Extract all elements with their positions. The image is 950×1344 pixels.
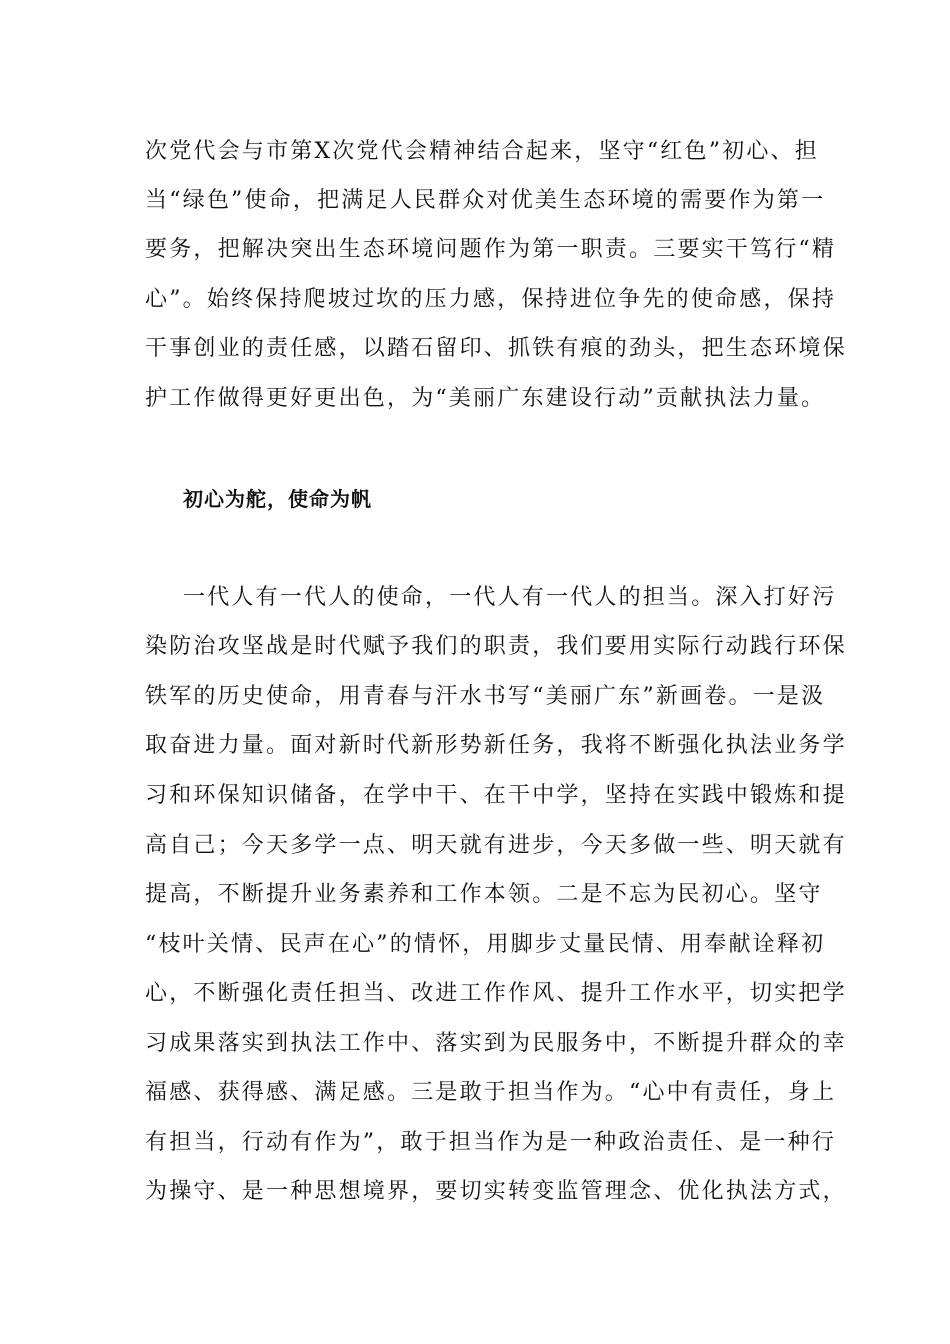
paragraph-line: 习成果落实到执法工作中、落实到为民服务中，不断提升群众的幸 [145,1031,847,1056]
paragraph-line: 要务，把解决突出生态环境问题作为第一职责。三要实干笃行“精 [145,237,837,262]
paragraph-line: 习和环保知识储备，在学中干、在干中学，坚持在实践中锻炼和提 [145,783,847,808]
paragraph-line: 次党代会与市第Ⅹ次党代会精神结合起来，坚守“红色”初心、担 [145,139,819,164]
paragraph-line: “枝叶关情、民声在心”的情怀，用脚步丈量民情、用奉献诠释初 [145,932,826,957]
paragraph-line: 有担当，行动有作为”，敢于担当作为是一种政治责任、是一种行 [145,1130,837,1155]
paragraph-line: 干事创业的责任感，以踏石留印、抓铁有痕的劲头，把生态环境保 [145,336,847,361]
paragraph-line: 护工作做得更好更出色，为“美丽广东建设行动”贡献执法力量。 [145,386,826,411]
section-heading: 初心为舵，使命为帆 [183,487,372,511]
paragraph-line: 高自己；今天多学一点、明天就有进步，今天多做一些、明天就有 [145,833,847,858]
paragraph-line: 心”。始终保持爬坡过坎的压力感，保持进位争先的使命感，保持 [145,287,837,312]
paragraph-line: 福感、获得感、满足感。三是敢于担当作为。“心中有责任，身上 [145,1080,837,1105]
paragraph-line: 当“绿色”使命，把满足人民群众对优美生态环境的需要作为第一 [145,188,826,213]
paragraph-line: 一代人有一代人的使命，一代人有一代人的担当。深入打好污 [183,585,837,610]
paragraph-line: 铁军的历史使命，用青春与汗水书写“美丽广东”新画卷。一是汲 [145,684,826,709]
paragraph-line: 染防治攻坚战是时代赋予我们的职责，我们要用实际行动践行环保 [145,634,847,659]
paragraph-line: 为操守、是一种思想境界，要切实转变监管理念、优化执法方式， [145,1179,847,1204]
paragraph-line: 提高，不断提升业务素养和工作本领。二是不忘为民初心。坚守 [145,882,823,907]
paragraph-line: 心，不断强化责任担当、改进工作作风、提升工作水平，切实把学 [145,981,847,1006]
paragraph-line: 取奋进力量。面对新时代新形势新任务，我将不断强化执法业务学 [145,733,847,758]
